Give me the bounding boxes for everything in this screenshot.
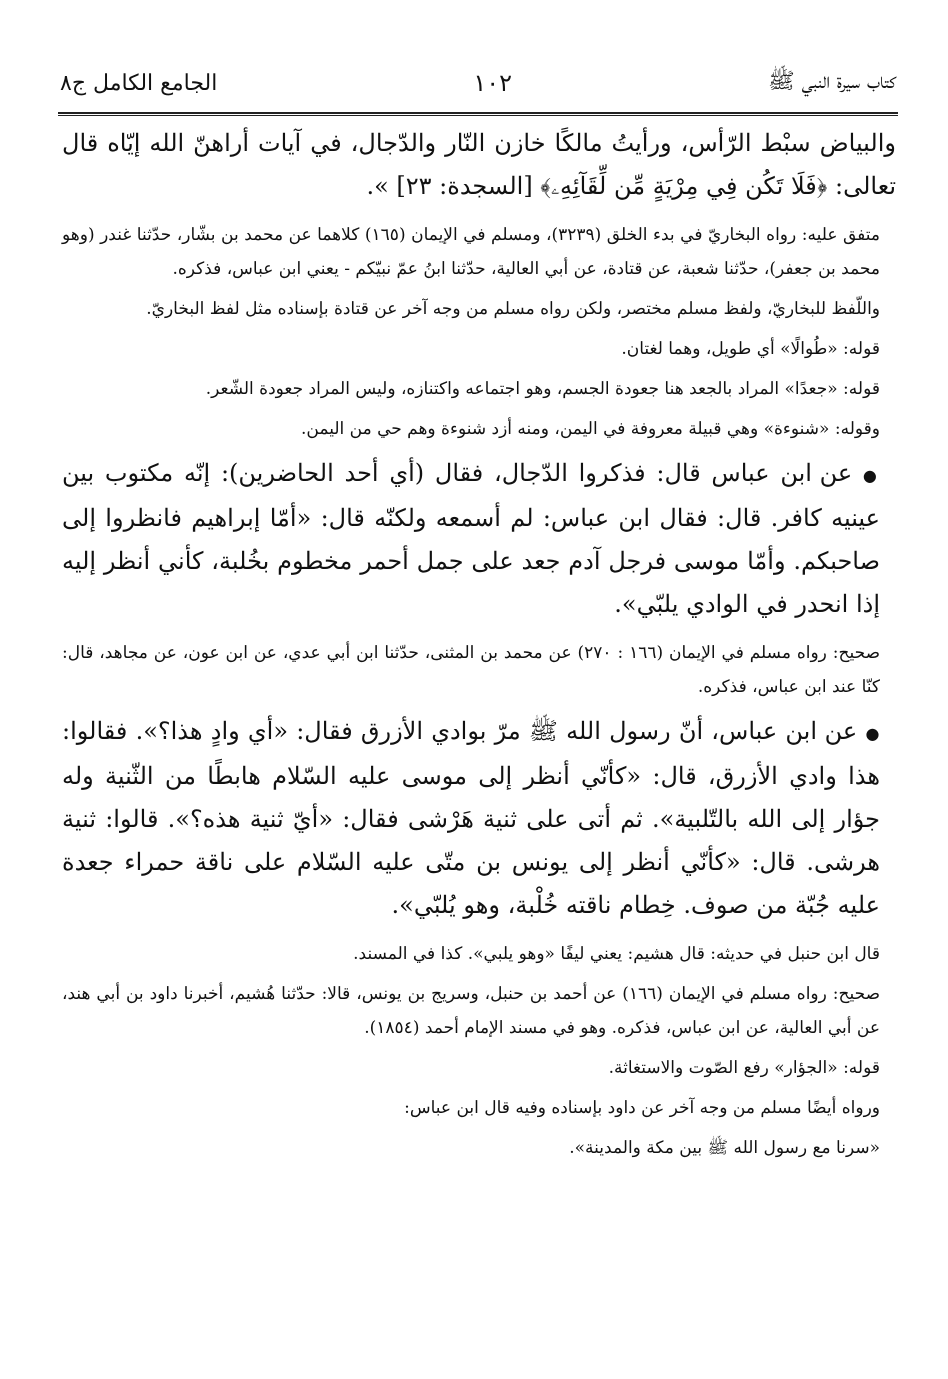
running-header [60, 58, 896, 108]
header-volume-title: الجامع الكامل ج٨ [60, 70, 218, 96]
paragraph-hadith [62, 710, 896, 927]
paragraph-gloss: قوله: «جعدًا» المراد بالجعد هنا جعودة الجسم، وهو اجتماعه واكتنازه، وليس المراد جعودة الشّعر. [205, 379, 880, 399]
paragraph-gloss: قوله: «الجؤار» رفع الصّوت والاستغاثة. [608, 1058, 880, 1078]
hadith-text: عن ابن عباس قال: فذكروا الدّجال، فقال (أي أحد الحاضرين): إنّه مكتوب بين عينيه كافر. قال: فقال ابن عباس: لم أسمعه ولكنّه قال: «أمّا إبراهيم فانظروا إلى صاحبكم. وأمّا موسى فرجل آدم جعد على جمل أحمر مخطوم بخُلبة، كأني أنظر إليه إذا انحدر في الوادي يلبّي». [62, 459, 880, 618]
hadith-text: عن ابن عباس، أنّ رسول الله ﷺ مرّ بوادي الأزرق فقال: «أي وادٍ هذا؟». فقالوا: هذا وادي الأزرق، قال: «كأنّي أنظر إلى موسى عليه السّلام هابطًا من الثّنية وله جؤار إلى الله بالتّلبية». ثم أتى على ثنية هَرْشى فقال: «أيّ ثنية هذه؟». قالوا: ثنية هرشى. قال: «كأنّي أنظر إلى يونس بن متّى عليه السّلام على ناقة حمراء جعدة عليه جُبّة من صوف. خِطام ناقته خُلْبة، وهو يُلبّي». [62, 717, 880, 919]
page-number: ١٠٢ [473, 69, 513, 97]
paragraph-takhrij: صحيح: رواه مسلم في الإيمان (١٦٦) عن أحمد بن حنبل، وسريج بن يونس، قالا: حدّثنا هُشيم، أخبرنا داود بن أبي هند، عن أبي العالية، عن ابن عباس، فذكره. وهو في مسند الإمام أحمد (١٨٥٤). [62, 984, 881, 1038]
header-rule-thin [58, 115, 898, 116]
paragraph-note: قال ابن حنبل في حديثه: قال هشيم: يعني ليفًا «وهو يلبي». كذا في المسند. [353, 944, 880, 964]
bullet-marker: ● [862, 466, 880, 485]
paragraph-quote: «سرنا مع رسول الله ﷺ بين مكة والمدينة». [569, 1138, 880, 1158]
header-book-title: كتاب سيرة النبي ﷺ [768, 69, 896, 94]
paragraph-note: واللّفظ للبخاريّ، ولفظ مسلم مختصر، ولكن رواه مسلم من وجه آخر عن قتادة بإسناده مثل لفظ البخاريّ. [146, 299, 880, 319]
header-rule [58, 112, 898, 114]
paragraph-takhrij: صحيح: رواه مسلم في الإيمان (١٦٦ : ٢٧٠) عن محمد بن المثنى، حدّثنا ابن أبي عدي، عن ابن عون، عن مجاهد، قال: كنّا عند ابن عباس، فذكره. [62, 643, 881, 697]
bullet-marker: ● [865, 724, 880, 743]
paragraph-gloss: قوله: «طُوالًا» أي طويل، وهما لغتان. [621, 339, 880, 359]
paragraph-hadith [62, 452, 896, 626]
paragraph-gloss: وقوله: «شنوءة» وهي قبيلة معروفة في اليمن، ومنه أزد شنوءة وهم حي من اليمن. [301, 419, 880, 439]
paragraph-verse: والبياض سبْط الرّأس، ورأيتُ مالكًا خازن النّار والدّجال، في آيات أراهنّ الله إيّاه قال تعالى: ﴿فَلَا تَكُن فِي مِرْيَةٍ مِّن لِّقَآئِهِۦ﴾ [السجدة: ٢٣] ». [62, 129, 896, 200]
paragraph-takhrij: متفق عليه: رواه البخاريّ في بدء الخلق (٣٢٣٩)، ومسلم في الإيمان (١٦٥) كلاهما عن محمد بن بشّار، حدّثنا غندر (وهو محمد بن جعفر)، حدّثنا شعبة، عن قتادة، عن أبي العالية، حدّثنا ابنُ عمّ نبيّكم - يعني ابن عباس، فذكره. [62, 225, 880, 279]
paragraph-note: ورواه أيضًا مسلم من وجه آخر عن داود بإسناده وفيه قال ابن عباس: [404, 1098, 880, 1118]
page-body [62, 122, 896, 1165]
